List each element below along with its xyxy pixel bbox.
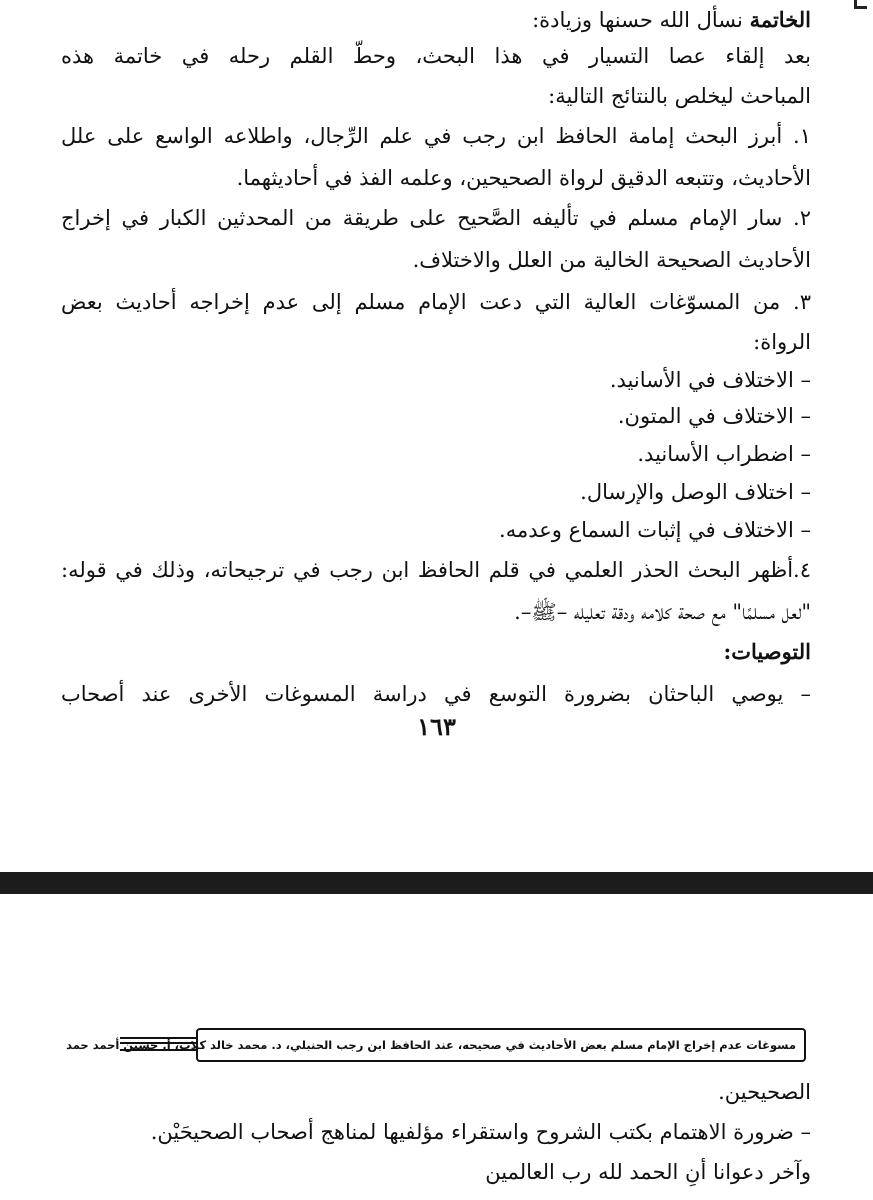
intro-paragraph-line-1: بعد إلقاء عصا التسيار في هذا البحث، وحطّ القلم رحله في خاتمة هذه xyxy=(61,44,811,68)
running-header xyxy=(66,1028,806,1064)
bullet-item: – اختلاف الوصل والإرسال. xyxy=(580,480,811,504)
intro-paragraph-line-2: المباحث ليخلص بالنتائج التالية: xyxy=(548,84,811,108)
result-2-line-1: ٢. سار الإمام مسلم في تأليفه الصَّحيح على طريقة من المحدثين الكبار في إخراج xyxy=(61,206,811,230)
closing-line: وآخر دعوانا أنِ الحمد لله رب العالمين xyxy=(485,1160,811,1184)
running-header-title: مسوغات عدم إخراج الإمام مسلم بعض الأحاديث في صحيحه، عند الحافظ ابن رجب الحنبلي، د. محمد خالد كلاب، أ. حسين أحمد حمد xyxy=(196,1028,806,1062)
bullet-item: – الاختلاف في إثبات السماع وعدمه. xyxy=(499,518,811,542)
conclusion-heading-line xyxy=(61,0,811,40)
bullet-item: – الاختلاف في المتون. xyxy=(617,404,811,428)
continuation-line-2: – ضرورة الاهتمام بكتب الشروح واستقراء مؤلفيها لمناهج أصحاب الصحيحَيْن. xyxy=(150,1120,811,1144)
conclusion-intro: نسأل الله حسنها وزيادة: xyxy=(532,8,743,32)
bullet-item: – الاختلاف في الأسانيد. xyxy=(609,368,811,392)
page-number: ١٦٣ xyxy=(417,712,456,741)
recommendations-heading xyxy=(61,632,811,672)
corner-mark-icon xyxy=(854,0,867,9)
result-2-line-2: الأحاديث الصحيحة الخالية من العلل والاختلاف. xyxy=(412,248,811,272)
result-1-line-1: ١. أبرز البحث إمامة الحافظ ابن رجب في علم الرِّجال، واطلاعه الواسع على علل xyxy=(61,124,812,148)
result-3-line-1: ٣. من المسوّغات العالية التي دعت الإمام مسلم إلى عدم إخراجه أحاديث بعض xyxy=(61,290,811,314)
result-4-line-2: "لعل مسلمًا" مع صحة كلامه ودقة تعليله –ﷺ–. xyxy=(514,600,811,624)
conclusion-heading: الخاتمة xyxy=(749,7,811,32)
result-1-line-2: الأحاديث، وتتبعه الدقيق لرواة الصحيحين، وعلمه الفذ في أحاديثهما. xyxy=(236,166,811,190)
bullet-item: – اضطراب الأسانيد. xyxy=(637,442,811,466)
recommendations-heading-text: التوصيات: xyxy=(723,639,811,664)
continuation-line-1: الصحيحين. xyxy=(718,1080,811,1104)
page-separator xyxy=(0,872,873,894)
result-4-line-1: ٤.أظهر البحث الحذر العلمي في قلم الحافظ ابن رجب في ترجيحاته، وذلك في قوله: xyxy=(61,558,811,582)
result-3-line-2: الرواة: xyxy=(753,330,811,354)
recommendation-1-line-1: – يوصي الباحثان بضرورة التوسع في دراسة المسوغات الأخرى عند أصحاب xyxy=(61,682,811,706)
